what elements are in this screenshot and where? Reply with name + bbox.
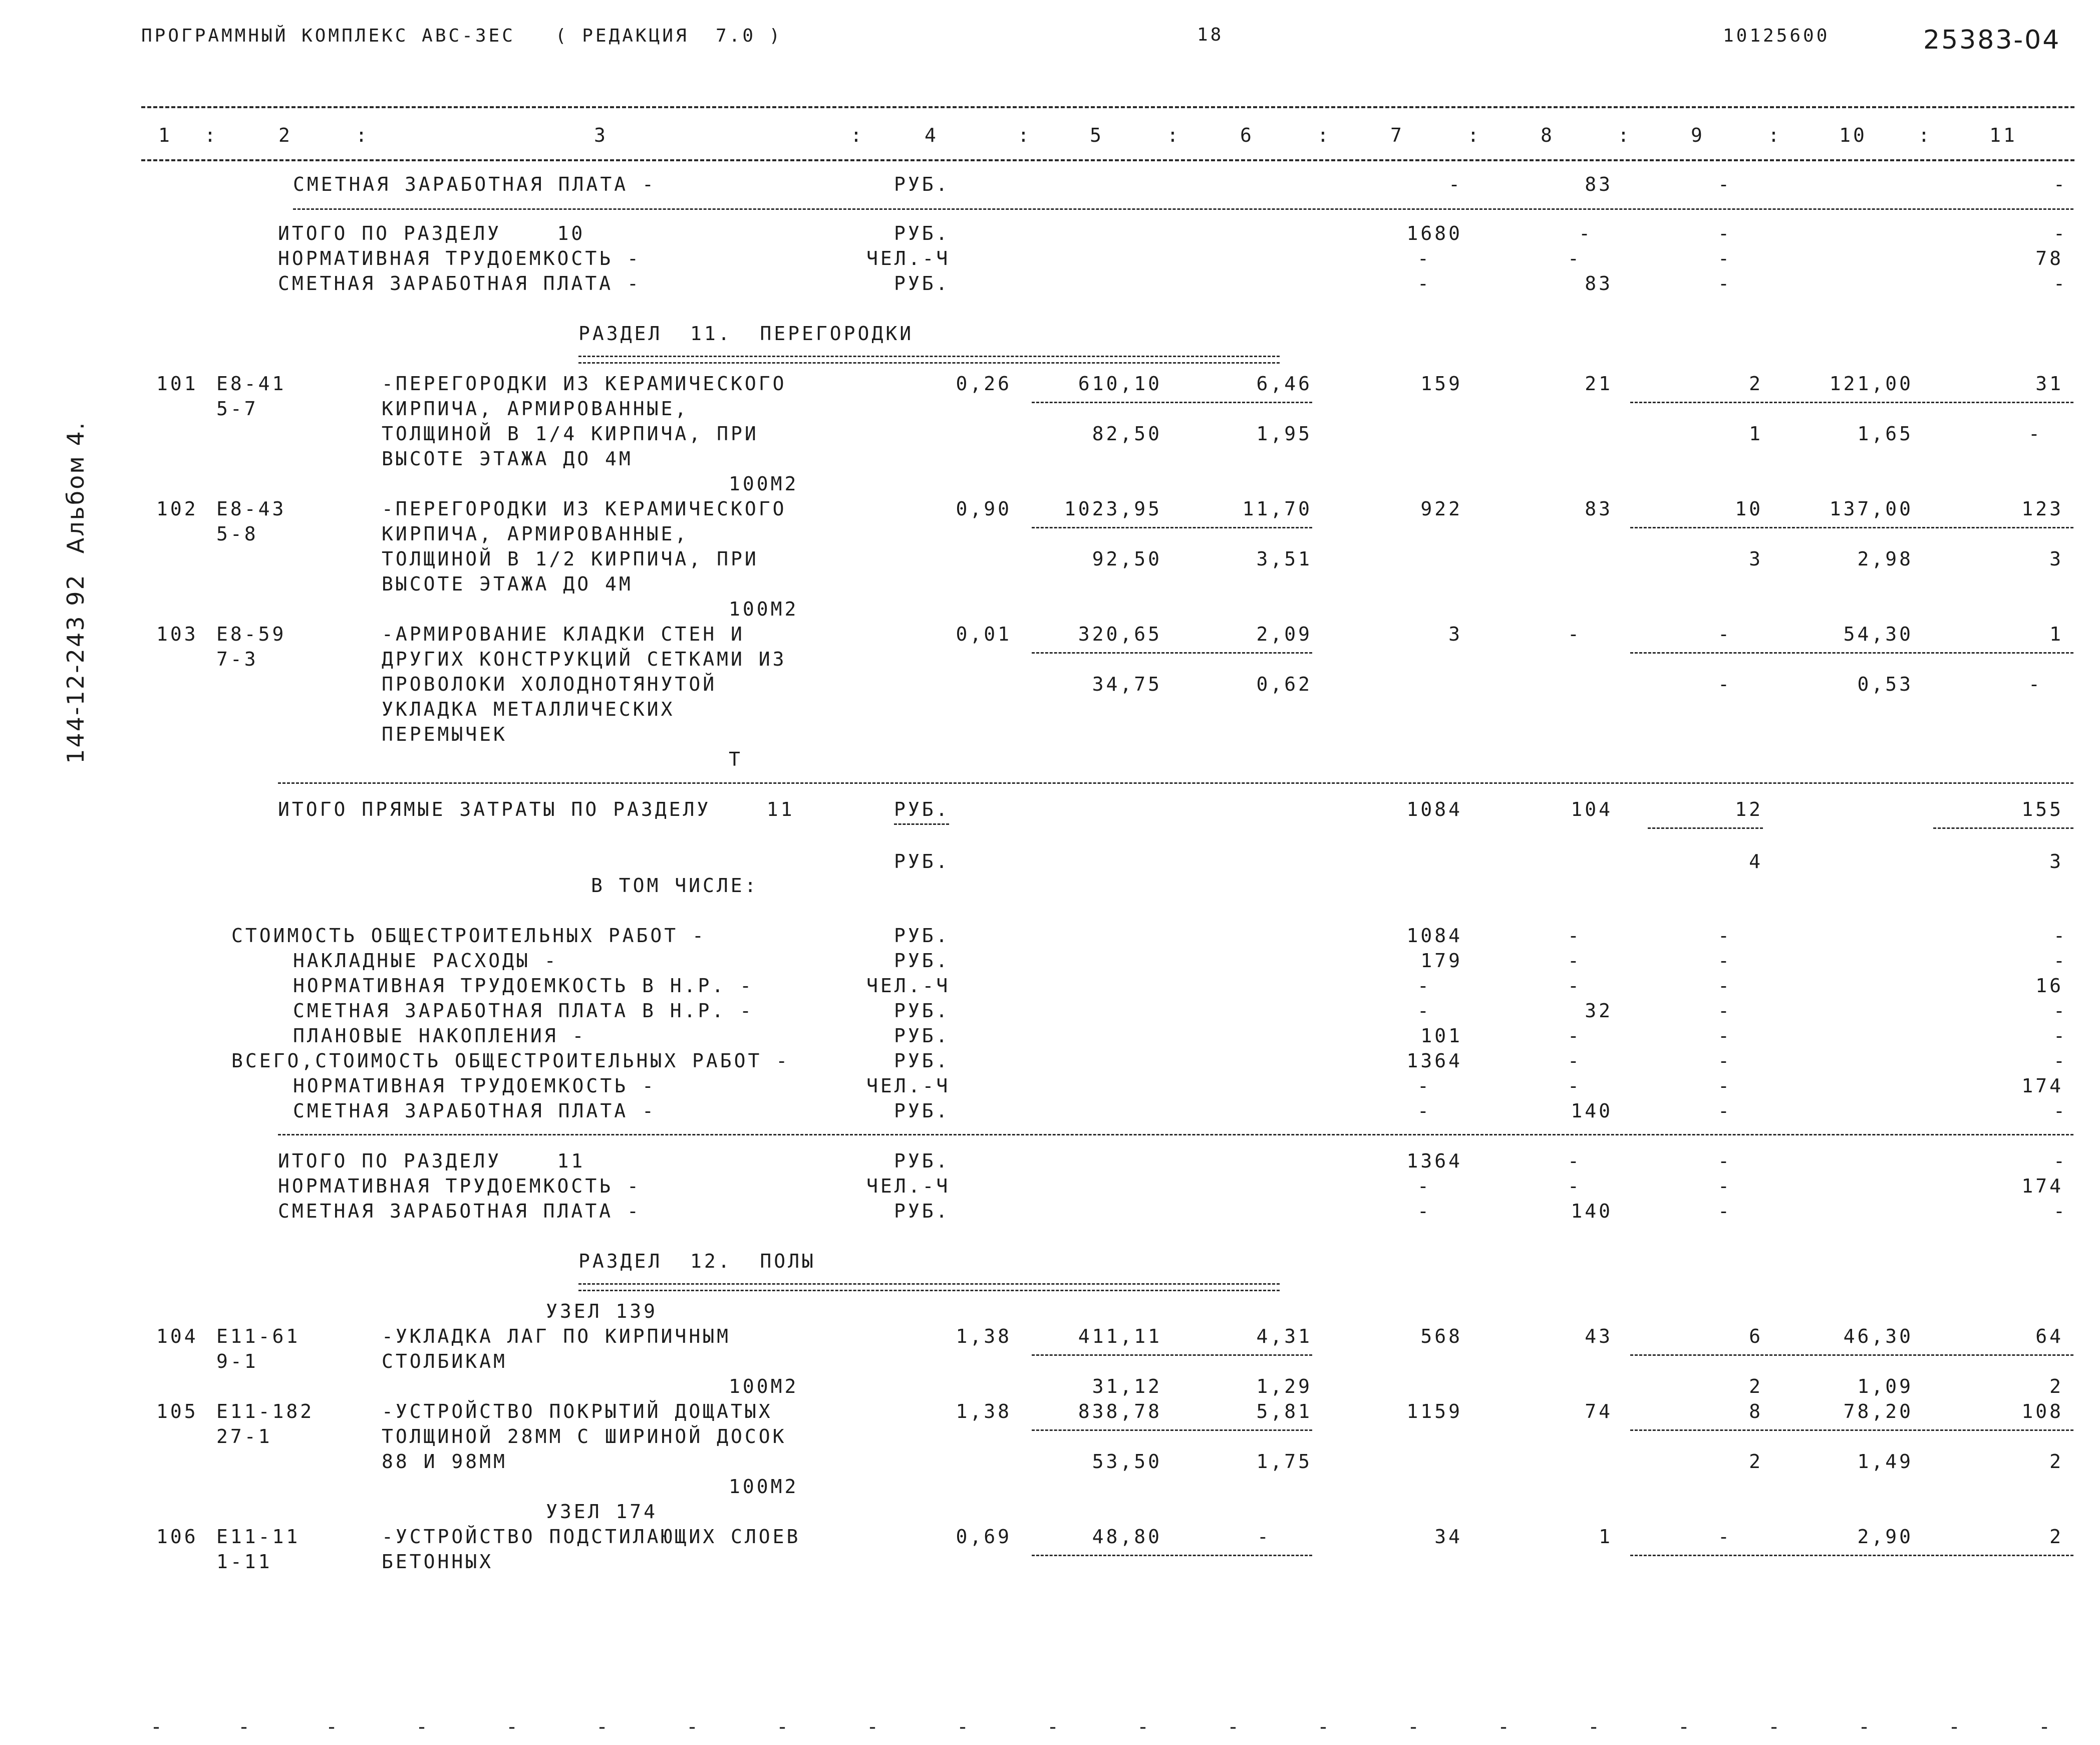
cell-c10: 1,49 [1857,1450,1913,1473]
section-title: РАЗДЕЛ 12. ПОЛЫ [578,1250,816,1272]
breakdown-label: СМЕТНАЯ ЗАРАБОТНАЯ ПЛАТА В Н.Р. - [293,1000,754,1022]
item-desc: КИРПИЧА, АРМИРОВАННЫЕ, [382,523,689,545]
cell-c10: 78,20 [1843,1400,1913,1422]
cell-c10: 0,53 [1857,673,1913,695]
item-desc: КИРПИЧА, АРМИРОВАННЫЕ, [382,398,689,420]
row-unit: РУБ. [894,850,950,872]
cell-c7: 101 [1420,1025,1462,1047]
cell-c9: 6 [1749,1325,1763,1347]
cell-c11: 174 [2021,1075,2063,1097]
col-sep: : [204,124,218,146]
cell-c8: - [1579,222,1593,244]
item-number: 101 [156,373,198,395]
footer-mark: - [1858,1715,1871,1738]
cell-c8: - [1568,925,1582,947]
page-number: 18 [1197,25,1224,45]
footer-mark: - [150,1715,163,1738]
col-sep: : [1167,124,1181,146]
cell-c11: - [2053,173,2067,195]
col-header-3: 3 [594,124,608,146]
row-label: НОРМАТИВНАЯ ТРУДОЕМКОСТЬ - [278,1175,641,1197]
cell-c9: - [1718,1100,1732,1122]
col-sep: : [356,124,370,146]
cell-c7: - [1417,247,1431,269]
cell-c7: - [1417,1075,1431,1097]
cell-c11: - [2053,1200,2067,1222]
item-desc: БЕТОННЫХ [382,1551,494,1573]
footer-mark: - [1768,1715,1780,1738]
cell-c5: 82,50 [1092,423,1162,445]
col-header-9: 9 [1691,124,1705,146]
cell-c7: 1159 [1406,1400,1462,1422]
item-desc: ТОЛЩИНОЙ В 1/4 КИРПИЧА, ПРИ [382,423,759,445]
table-top-rule [141,106,2074,108]
col-header-11: 11 [1989,124,2017,146]
cell-c10: 2,98 [1857,548,1913,570]
cell-c11: 3 [2049,850,2063,872]
footer-mark: - [596,1715,609,1738]
cell-c11: - [2053,272,2067,295]
cell-c6: 2,09 [1256,623,1312,645]
cell-c5: 320,65 [1078,623,1162,645]
col-header-1: 1 [158,124,172,146]
cell-c9: 12 [1735,798,1763,820]
cell-c6: 6,46 [1256,373,1312,395]
node-label: УЗЕЛ 174 [546,1501,658,1523]
cell-c8: 21 [1585,373,1613,395]
cell-c6: - [1257,1526,1271,1548]
cell-c7: 179 [1420,950,1462,972]
footer-mark: - [1948,1715,1961,1738]
col-header-2: 2 [278,124,292,146]
cell-c6: 1,95 [1256,423,1312,445]
cell-c5: 48,80 [1092,1526,1162,1548]
cell-c9: 1 [1749,423,1763,445]
cell-c9: - [1718,1025,1732,1047]
cell-c8: 43 [1585,1325,1613,1347]
col-header-4: 4 [925,124,939,146]
breakdown-label: ПЛАНОВЫЕ НАКОПЛЕНИЯ - [293,1025,586,1047]
col-header-7: 7 [1390,124,1404,146]
cell-c11: - [2028,423,2042,445]
cell-c5: 838,78 [1078,1400,1162,1422]
cell-c6: 3,51 [1256,548,1312,570]
rule [293,208,2073,210]
cell-c8: - [1568,1175,1582,1197]
row-unit: РУБ. [894,925,950,947]
cell-c5: 31,12 [1092,1375,1162,1397]
cell-c10: 1,65 [1857,423,1913,445]
cell-c10: 2,90 [1857,1526,1913,1548]
item-code: Е8-43 [216,498,286,520]
cell-c9: 2 [1749,1375,1763,1397]
col-sep: : [1768,124,1782,146]
item-unit: 100М2 [729,598,799,620]
item-desc: ТОЛЩИНОЙ В 1/2 КИРПИЧА, ПРИ [382,548,759,570]
row-unit: РУБ. [894,1200,950,1222]
cell-c11: 16 [2035,975,2063,997]
rule [278,782,2073,784]
col-header-10: 10 [1839,124,1867,146]
cell-c8: 32 [1585,1000,1613,1022]
section-title: РАЗДЕЛ 11. ПЕРЕГОРОДКИ [578,323,914,345]
breakdown-label: СТОИМОСТЬ ОБЩЕСТРОИТЕЛЬНЫХ РАБОТ - [231,925,706,947]
item-desc: ТОЛЩИНОЙ 28ММ С ШИРИНОЙ ДОСОК [382,1425,787,1447]
row-unit: РУБ. [894,1050,950,1072]
row-unit: ЧЕЛ.-Ч [866,975,951,997]
footer-mark: - [326,1715,338,1738]
cell-c9: - [1718,925,1732,947]
row-label: СМЕТНАЯ ЗАРАБОТНАЯ ПЛАТА - [278,272,641,295]
cell-c7: 568 [1420,1325,1462,1347]
cell-c11: 64 [2035,1325,2063,1347]
cell-c9: - [1718,1075,1732,1097]
side-album: Альбом 4. [62,421,89,554]
cell-c5: 610,10 [1078,373,1162,395]
cell-c9: 2 [1749,1450,1763,1473]
row-label: СМЕТНАЯ ЗАРАБОТНАЯ ПЛАТА - [278,1200,641,1222]
cell-c11: 108 [2021,1400,2063,1422]
cell-c8: - [1568,247,1582,269]
item-code: Е11-182 [216,1400,315,1422]
cell-c5: 34,75 [1092,673,1162,695]
breakdown-label: ВСЕГО,СТОИМОСТЬ ОБЩЕСТРОИТЕЛЬНЫХ РАБОТ - [231,1050,790,1072]
cell-c8: 83 [1585,173,1613,195]
row-unit: РУБ. [894,272,950,295]
footer-mark: - [1317,1715,1330,1738]
doc-code: 10125600 [1723,26,1830,46]
rule [1630,402,2073,403]
cell-c11: - [2053,1100,2067,1122]
item-number: 102 [156,498,198,520]
cell-c7: 1364 [1406,1150,1462,1172]
footer-mark: - [1047,1715,1059,1738]
cell-c8: - [1568,1050,1582,1072]
cell-c9: 4 [1749,850,1763,872]
breakdown-label: НОРМАТИВНАЯ ТРУДОЕМКОСТЬ - [293,1075,656,1097]
rule [1032,1429,1312,1431]
footer-mark: - [686,1715,699,1738]
item-code: Е8-59 [216,623,286,645]
including-label: В ТОМ ЧИСЛЕ: [591,875,759,897]
item-unit: Т [729,748,743,770]
cell-c6: 11,70 [1242,498,1312,520]
breakdown-label: НОРМАТИВНАЯ ТРУДОЕМКОСТЬ В Н.Р. - [293,975,754,997]
cell-c7: - [1417,1175,1431,1197]
rule [1648,827,1763,829]
row-unit: ЧЕЛ.-Ч [866,1075,951,1097]
cell-c9: - [1718,673,1732,695]
cell-c11: 2 [2049,1526,2063,1548]
cell-c11: - [2028,673,2042,695]
row-unit: РУБ. [894,222,950,244]
cell-c4: 0,90 [956,498,1012,520]
item-desc: -УКЛАДКА ЛАГ ПО КИРПИЧНЫМ [382,1325,731,1347]
item-desc: -ПЕРЕГОРОДКИ ИЗ КЕРАМИЧЕСКОГО [382,498,787,520]
cell-c11: 155 [2021,798,2063,820]
footer-mark: - [1227,1715,1240,1738]
cell-c8: 83 [1585,498,1613,520]
cell-c9: - [1718,272,1732,295]
cell-c5: 92,50 [1092,548,1162,570]
cell-c8: 83 [1585,272,1613,295]
cell-c11: 2 [2049,1450,2063,1473]
cell-c11: - [2053,1150,2067,1172]
item-subcode: 7-3 [216,648,258,670]
footer-mark: - [1678,1715,1690,1738]
cell-c7: 3 [1448,623,1462,645]
cell-c10: 54,30 [1843,623,1913,645]
item-unit: 100М2 [729,1476,799,1498]
cell-c5: 411,11 [1078,1325,1162,1347]
cell-c4: 0,69 [956,1526,1012,1548]
rule [1032,652,1312,654]
cell-c7: 159 [1420,373,1462,395]
cell-c9: - [1718,623,1732,645]
item-desc: СТОЛБИКАМ [382,1350,507,1372]
footer-mark: - [2038,1715,2051,1738]
item-desc: ВЫСОТЕ ЭТАЖА ДО 4М [382,573,633,595]
header-bottom-rule [141,159,2074,161]
cell-c9: - [1718,1050,1732,1072]
item-desc: 88 И 98ММ [382,1450,507,1473]
footer-mark: - [506,1715,518,1738]
cell-c7: 1084 [1406,925,1462,947]
item-desc: ПЕРЕМЫЧЕК [382,723,507,745]
footer-mark: - [238,1715,250,1738]
cell-c6: 0,62 [1256,673,1312,695]
cell-c5: 53,50 [1092,1450,1162,1473]
rule [1032,1555,1312,1556]
cell-c6: 1,75 [1256,1450,1312,1473]
cell-c10: 1,09 [1857,1375,1913,1397]
cell-c11: 174 [2021,1175,2063,1197]
cell-c11: - [2053,950,2067,972]
item-number: 105 [156,1400,198,1422]
cell-c9: - [1718,1000,1732,1022]
item-code: Е11-61 [216,1325,301,1347]
itogo-label: ИТОГО ПО РАЗДЕЛУ 11 [278,1150,585,1172]
cell-c11: 1 [2049,623,2063,645]
doc-number: 25383-04 [1923,25,2061,55]
item-code: Е8-41 [216,373,286,395]
itogo-label: ИТОГО ПО РАЗДЕЛУ 10 [278,222,585,244]
cell-c9: 3 [1749,548,1763,570]
item-subcode: 5-7 [216,398,258,420]
rule [1630,527,2073,528]
item-subcode: 5-8 [216,523,258,545]
item-number: 104 [156,1325,198,1347]
cell-c7: - [1417,1100,1431,1122]
cell-c9: - [1718,1175,1732,1197]
col-header-5: 5 [1090,124,1104,146]
rule [1630,1555,2073,1556]
footer-mark: - [1137,1715,1149,1738]
cell-c4: 1,38 [956,1400,1012,1422]
node-label: УЗЕЛ 139 [546,1300,658,1322]
cell-c9: - [1718,247,1732,269]
cell-c9: - [1718,1200,1732,1222]
footer-mark: - [416,1715,428,1738]
cell-c9: 10 [1735,498,1763,520]
rule [1032,527,1312,528]
cell-c11: - [2053,925,2067,947]
item-desc: ДРУГИХ КОНСТРУКЦИЙ СЕТКАМИ ИЗ [382,648,787,670]
item-subcode: 27-1 [216,1425,272,1447]
item-subcode: 9-1 [216,1350,258,1372]
item-unit: 100М2 [729,1375,799,1397]
cell-c4: 1,38 [956,1325,1012,1347]
cell-c8: - [1568,1025,1582,1047]
footer-mark: - [866,1715,879,1738]
direct-costs-label: ИТОГО ПРЯМЫЕ ЗАТРАТЫ ПО РАЗДЕЛУ 11 [278,798,795,820]
rule [1630,652,2073,654]
item-desc: УКЛАДКА МЕТАЛЛИЧЕСКИХ [382,698,675,720]
item-unit: 100М2 [729,473,799,495]
cell-c11: - [2053,1025,2067,1047]
cell-c8: - [1568,1075,1582,1097]
section-underline [578,356,1280,364]
rule [278,1134,2073,1135]
cell-c7: 34 [1434,1526,1462,1548]
cell-c9: 2 [1749,373,1763,395]
cell-c7: - [1448,173,1462,195]
item-desc: ВЫСОТЕ ЭТАЖА ДО 4М [382,448,633,470]
cell-c11: - [2053,1000,2067,1022]
cell-c11: - [2053,222,2067,244]
row-unit: РУБ. [894,1025,950,1047]
col-sep: : [1918,124,1932,146]
rule [1032,1354,1312,1356]
cell-c10: 137,00 [1829,498,1913,520]
col-header-8: 8 [1541,124,1555,146]
col-sep: : [1618,124,1632,146]
cell-c9: - [1718,1150,1732,1172]
cell-c11: 78 [2035,247,2063,269]
cell-c9: - [1718,173,1732,195]
footer-mark: - [957,1715,969,1738]
cell-c11: - [2053,1050,2067,1072]
breakdown-label: СМЕТНАЯ ЗАРАБОТНАЯ ПЛАТА - [293,1100,656,1122]
cell-c8: 140 [1571,1200,1613,1222]
item-desc: -УСТРОЙСТВО ПОКРЫТИЙ ДОЩАТЫХ [382,1400,773,1422]
row-unit: РУБ. [894,1100,950,1122]
footer-mark: - [1407,1715,1420,1738]
cell-c11: 2 [2049,1375,2063,1397]
cell-c6: 4,31 [1256,1325,1312,1347]
cell-c8: 140 [1571,1100,1613,1122]
cell-c8: - [1568,1150,1582,1172]
cell-c7: - [1417,1200,1431,1222]
cell-c7: 1680 [1406,222,1462,244]
cell-c8: 74 [1585,1400,1613,1422]
cell-c11: 123 [2021,498,2063,520]
cell-c8: 1 [1599,1526,1613,1548]
cell-c8: - [1568,950,1582,972]
cell-c9: - [1718,950,1732,972]
rule [1933,827,2073,829]
breakdown-label: НАКЛАДНЫЕ РАСХОДЫ - [293,950,558,972]
cell-c6: 5,81 [1256,1400,1312,1422]
cell-c4: 0,26 [956,373,1012,395]
cell-c11: 3 [2049,548,2063,570]
cell-c9: - [1718,975,1732,997]
col-sep: : [850,124,864,146]
cell-c10: 121,00 [1829,373,1913,395]
item-desc: ПРОВОЛОКИ ХОЛОДНОТЯНУТОЙ [382,673,717,695]
cell-c8: 104 [1571,798,1613,820]
cell-c7: 922 [1420,498,1462,520]
item-code: Е11-11 [216,1526,301,1548]
item-desc: -ПЕРЕГОРОДКИ ИЗ КЕРАМИЧЕСКОГО [382,373,787,395]
cell-c6: 1,29 [1256,1375,1312,1397]
row-unit: РУБ. [894,173,950,195]
cell-c11: 31 [2035,373,2063,395]
col-sep: : [1317,124,1331,146]
row-unit: РУБ. [894,1150,950,1172]
item-subcode: 1-11 [216,1551,272,1573]
row-unit: РУБ. [894,798,950,820]
row-unit: ЧЕЛ.-Ч [866,1175,951,1197]
rule [1630,1354,2073,1356]
item-number: 103 [156,623,198,645]
row-unit: РУБ. [894,1000,950,1022]
cell-c4: 0,01 [956,623,1012,645]
row-unit: РУБ. [894,950,950,972]
rule [1630,1429,2073,1431]
cell-c9: - [1718,1526,1732,1548]
side-code: 144-12-243 92 [62,573,89,764]
col-header-6: 6 [1240,124,1254,146]
section-underline [578,1283,1280,1291]
cell-c7: - [1417,272,1431,295]
footer-mark: - [1588,1715,1600,1738]
cell-c7: 1084 [1406,798,1462,820]
item-desc: -АРМИРОВАНИЕ КЛАДКИ СТЕН И [382,623,745,645]
item-desc: -УСТРОЙСТВО ПОДСТИЛАЮЩИХ СЛОЕВ [382,1526,801,1548]
program-title: ПРОГРАММНЫЙ КОМПЛЕКС АВС-3ЕС ( РЕДАКЦИЯ 7.0 ) [141,26,783,46]
col-sep: : [1467,124,1481,146]
row-label: НОРМАТИВНАЯ ТРУДОЕМКОСТЬ - [278,247,641,269]
cell-c9: 8 [1749,1400,1763,1422]
footer-mark: - [1497,1715,1510,1738]
rule [1032,402,1312,403]
cell-c10: 46,30 [1843,1325,1913,1347]
col-sep: : [1018,124,1032,146]
cell-c7: - [1417,1000,1431,1022]
rule [894,823,949,825]
cell-c7: - [1417,975,1431,997]
row-label: СМЕТНАЯ ЗАРАБОТНАЯ ПЛАТА - [293,173,656,195]
row-unit: ЧЕЛ.-Ч [866,247,951,269]
cell-c9: - [1718,222,1732,244]
cell-c8: - [1568,975,1582,997]
side-label [35,280,89,781]
cell-c8: - [1568,623,1582,645]
cell-c5: 1023,95 [1064,498,1162,520]
item-number: 106 [156,1526,198,1548]
footer-mark: - [776,1715,789,1738]
cell-c7: 1364 [1406,1050,1462,1072]
